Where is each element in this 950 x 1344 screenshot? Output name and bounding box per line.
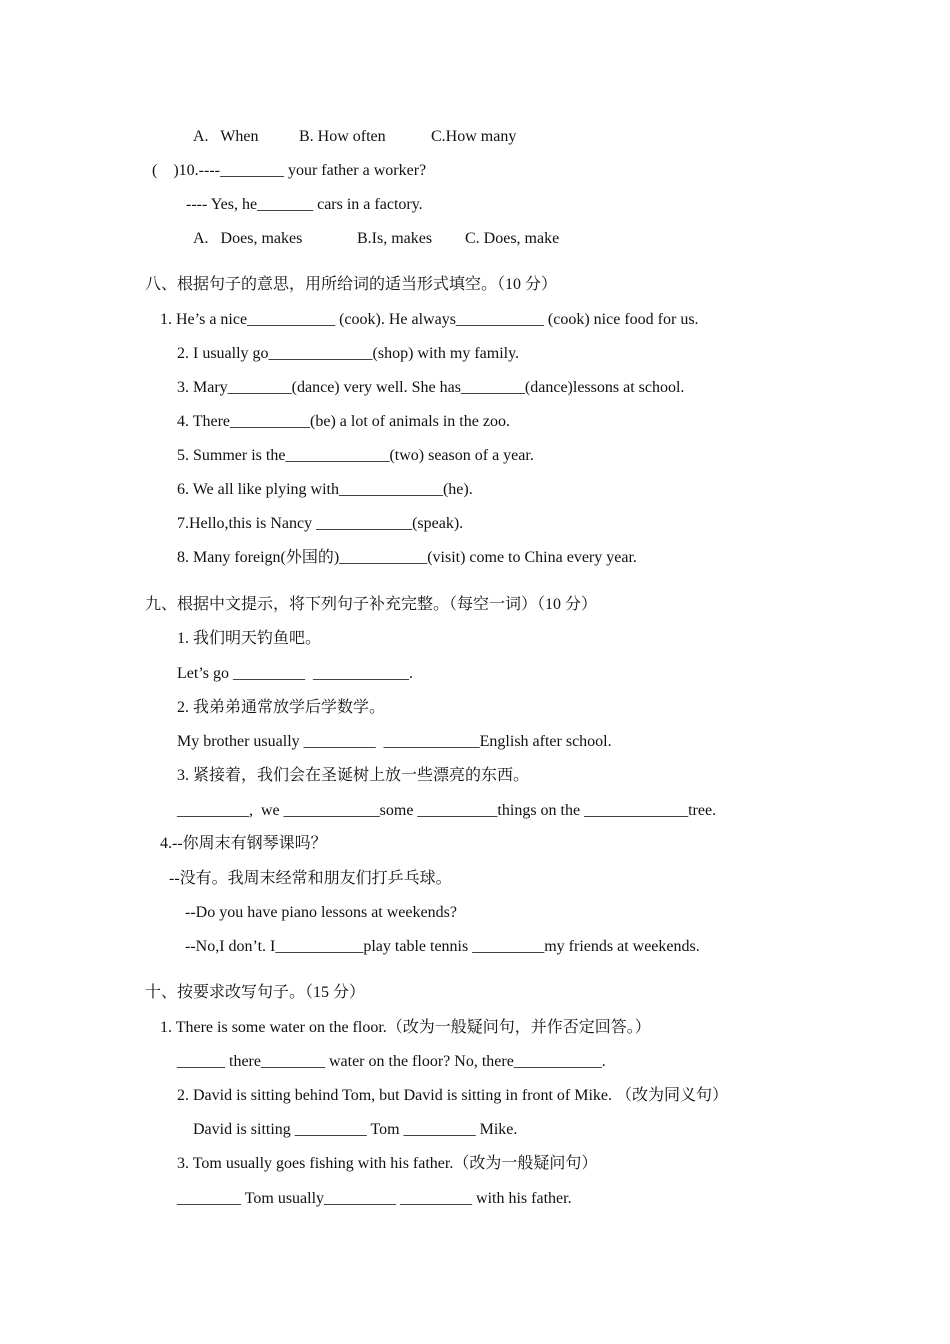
section10-answer-line: ______ there________ water on the floor? No, there___________. — [177, 1053, 606, 1070]
section9-answer-line: Let’s go _________ ____________. — [177, 665, 413, 682]
section8-item: 8. Many foreign(外国的)___________(visit) come to China every year. — [177, 549, 637, 566]
section8-item: 5. Summer is the_____________(two) season of a year. — [177, 447, 534, 464]
q9-option-c: C.How many — [431, 128, 517, 145]
section10-answer-line: David is sitting _________ Tom _________ Mike. — [193, 1121, 518, 1138]
q10-option-a: A. Does, makes — [193, 230, 303, 247]
section9-answer-line: --No,I don’t. I___________play table tennis _________my friends at weekends. — [185, 938, 700, 955]
section8-item: 4. There__________(be) a lot of animals in the zoo. — [177, 413, 510, 430]
section10-prompt: 1. There is some water on the floor.（改为一般疑问句，并作否定回答。） — [160, 1019, 651, 1036]
section9-heading: 九、根据中文提示，将下列句子补充完整。（每空一词）（10 分） — [145, 596, 598, 613]
section9-prompt: 4.--你周末有钢琴课吗？ — [160, 835, 327, 852]
q9-option-a: A. When — [193, 128, 259, 145]
section8-heading: 八、根据句子的意思，用所给词的适当形式填空。（10 分） — [145, 276, 558, 293]
section8-item: 2. I usually go_____________(shop) with my family. — [177, 345, 520, 362]
section10-heading: 十、按要求改写句子。（15 分） — [145, 984, 366, 1001]
section10-prompt: 3. Tom usually goes fishing with his father.（改为一般疑问句） — [177, 1155, 598, 1172]
section9-answer-line: My brother usually _________ ____________English after school. — [177, 733, 612, 750]
section9-dialogue-line: --Do you have piano lessons at weekends? — [185, 904, 457, 921]
section9-prompt: 3. 紧接着，我们会在圣诞树上放一些漂亮的东西。 — [177, 767, 530, 784]
section10-prompt: 2. David is sitting behind Tom, but David is sitting in front of Mike. （改为同义句） — [177, 1087, 729, 1104]
section9-answer-line: _________, we ____________some __________things on the _____________tree. — [177, 802, 717, 819]
section8-item: 6. We all like plying with_____________(he). — [177, 481, 473, 498]
q10-answer: ---- Yes, he_______ cars in a factory. — [186, 196, 423, 213]
q9-option-b: B. How often — [299, 128, 386, 145]
q10-question: ( )10.----________ your father a worker? — [152, 162, 427, 179]
section9-prompt: --没有。我周末经常和朋友们打乒乓球。 — [169, 870, 452, 887]
q10-option-b: B.Is, makes — [357, 230, 433, 247]
section9-prompt: 2. 我弟弟通常放学后学数学。 — [177, 699, 386, 716]
section8-item: 1. He’s a nice___________ (cook). He always___________ (cook) nice food for us. — [160, 311, 699, 328]
section10-answer-line: ________ Tom usually_________ _________ with his father. — [177, 1190, 572, 1207]
section8-item: 7.Hello,this is Nancy ____________(speak). — [177, 515, 464, 532]
section9-prompt: 1. 我们明天钓鱼吧。 — [177, 630, 322, 647]
q10-option-c: C. Does, make — [465, 230, 560, 247]
section8-item: 3. Mary________(dance) very well. She has________(dance)lessons at school. — [177, 379, 685, 396]
